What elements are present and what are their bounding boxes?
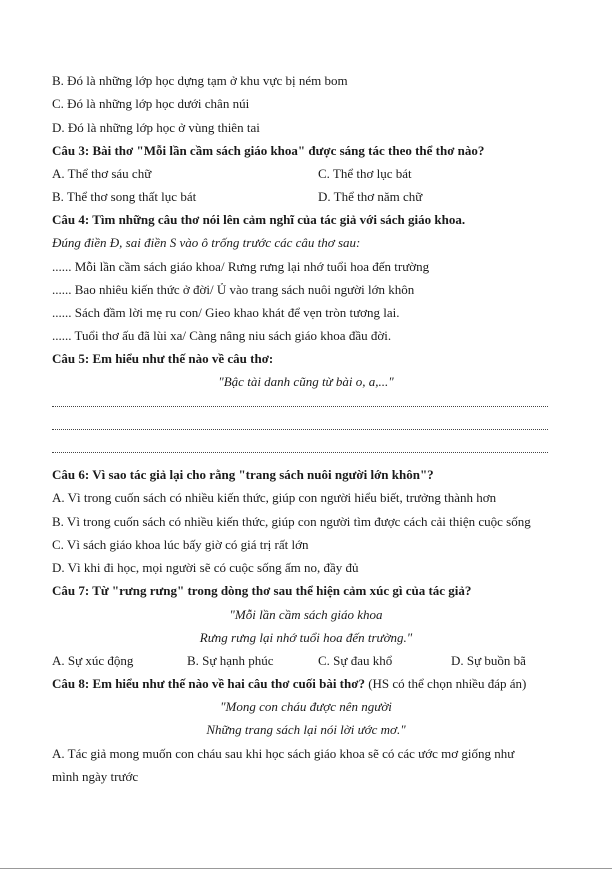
q3-option-d: D. Thể thơ năm chữ bbox=[318, 189, 423, 204]
answer-line bbox=[52, 404, 548, 407]
question-4: Câu 4: Tìm những câu thơ nói lên cảm nghĩ của tác giả với sách giáo khoa. bbox=[52, 212, 466, 227]
q3-option-b: B. Thể thơ song thất lục bát bbox=[52, 189, 197, 204]
question-7: Câu 7: Từ "rưng rưng" trong dòng thơ sau thể hiện cảm xúc gì của tác giả? bbox=[52, 583, 472, 598]
page-bottom-edge bbox=[0, 868, 612, 869]
q7-option-a: A. Sự xúc động bbox=[52, 653, 134, 668]
q7-quote-line-1: "Mỗi lần cầm sách giáo khoa bbox=[229, 607, 383, 622]
q6-option-d: D. Vì khi đi học, mọi người sẽ có cuộc sống ấm no, đầy đủ bbox=[52, 560, 359, 575]
q4-statement-4: ...... Tuổi thơ ấu đã lùi xa/ Càng nâng niu sách giáo khoa đầu đời. bbox=[52, 328, 392, 343]
question-5: Câu 5: Em hiểu như thế nào về câu thơ: bbox=[52, 351, 274, 366]
q7-option-b: B. Sự hạnh phúc bbox=[187, 653, 274, 668]
q7-option-c: C. Sự đau khổ bbox=[318, 653, 393, 668]
q8-option-a-line-1: A. Tác giả mong muốn con cháu sau khi học sách giáo khoa sẽ có các ước mơ giống như bbox=[52, 746, 515, 761]
q5-quote: "Bậc tài danh cũng từ bài o, a,..." bbox=[218, 374, 394, 389]
q8-option-a-line-2: mình ngày trước bbox=[52, 769, 139, 784]
question-3: Câu 3: Bài thơ "Mỗi lần cầm sách giáo khoa" được sáng tác theo thể thơ nào? bbox=[52, 143, 485, 158]
q8-quote-line-2: Những trang sách lại nói lời ước mơ." bbox=[206, 722, 406, 737]
q8-note: (HS có thể chọn nhiều đáp án) bbox=[364, 676, 527, 691]
q6-option-b: B. Vì trong cuốn sách có nhiều kiến thức, giúp con người tìm được cách cải thiện cuộc sống bbox=[52, 514, 531, 529]
question-8 bbox=[52, 676, 526, 692]
q7-quote-line-2: Rưng rưng lại nhớ tuổi hoa đến trường." bbox=[199, 630, 413, 645]
q3-option-c: C. Thể thơ lục bát bbox=[318, 166, 412, 181]
q6-option-c: C. Vì sách giáo khoa lúc bấy giờ có giá trị rất lớn bbox=[52, 537, 309, 552]
q2-option-d: D. Đó là những lớp học ở vùng thiên tai bbox=[52, 120, 260, 135]
q4-instruction: Đúng điền Đ, sai điền S vào ô trống trước các câu thơ sau: bbox=[52, 235, 361, 250]
q7-option-d: D. Sự buồn bã bbox=[451, 653, 526, 668]
answer-line bbox=[52, 450, 548, 453]
q4-statement-1: ...... Mỗi lần cầm sách giáo khoa/ Rưng rưng lại nhớ tuổi hoa đến trường bbox=[52, 259, 430, 274]
q3-option-a: A. Thể thơ sáu chữ bbox=[52, 166, 152, 181]
q2-option-b: B. Đó là những lớp học dựng tạm ở khu vực bị ném bom bbox=[52, 73, 348, 88]
q6-option-a: A. Vì trong cuốn sách có nhiều kiến thức, giúp con người hiểu biết, trưởng thành hơn bbox=[52, 490, 497, 505]
q2-option-c: C. Đó là những lớp học dưới chân núi bbox=[52, 96, 250, 111]
q8-quote-line-1: "Mong con cháu được nên người bbox=[220, 699, 392, 714]
q4-statement-3: ...... Sách đầm lời mẹ ru con/ Gieo khao khát để vẹn tròn tương lai. bbox=[52, 305, 400, 320]
q4-statement-2: ...... Bao nhiêu kiến thức ở đời/ Ủ vào trang sách nuôi người lớn khôn bbox=[52, 282, 415, 297]
q8-question-text: Câu 8: Em hiểu như thế nào về hai câu thơ cuối bài thơ? bbox=[52, 676, 365, 691]
answer-line bbox=[52, 427, 548, 430]
question-6: Câu 6: Vì sao tác giả lại cho rằng "trang sách nuôi người lớn khôn"? bbox=[52, 467, 434, 482]
